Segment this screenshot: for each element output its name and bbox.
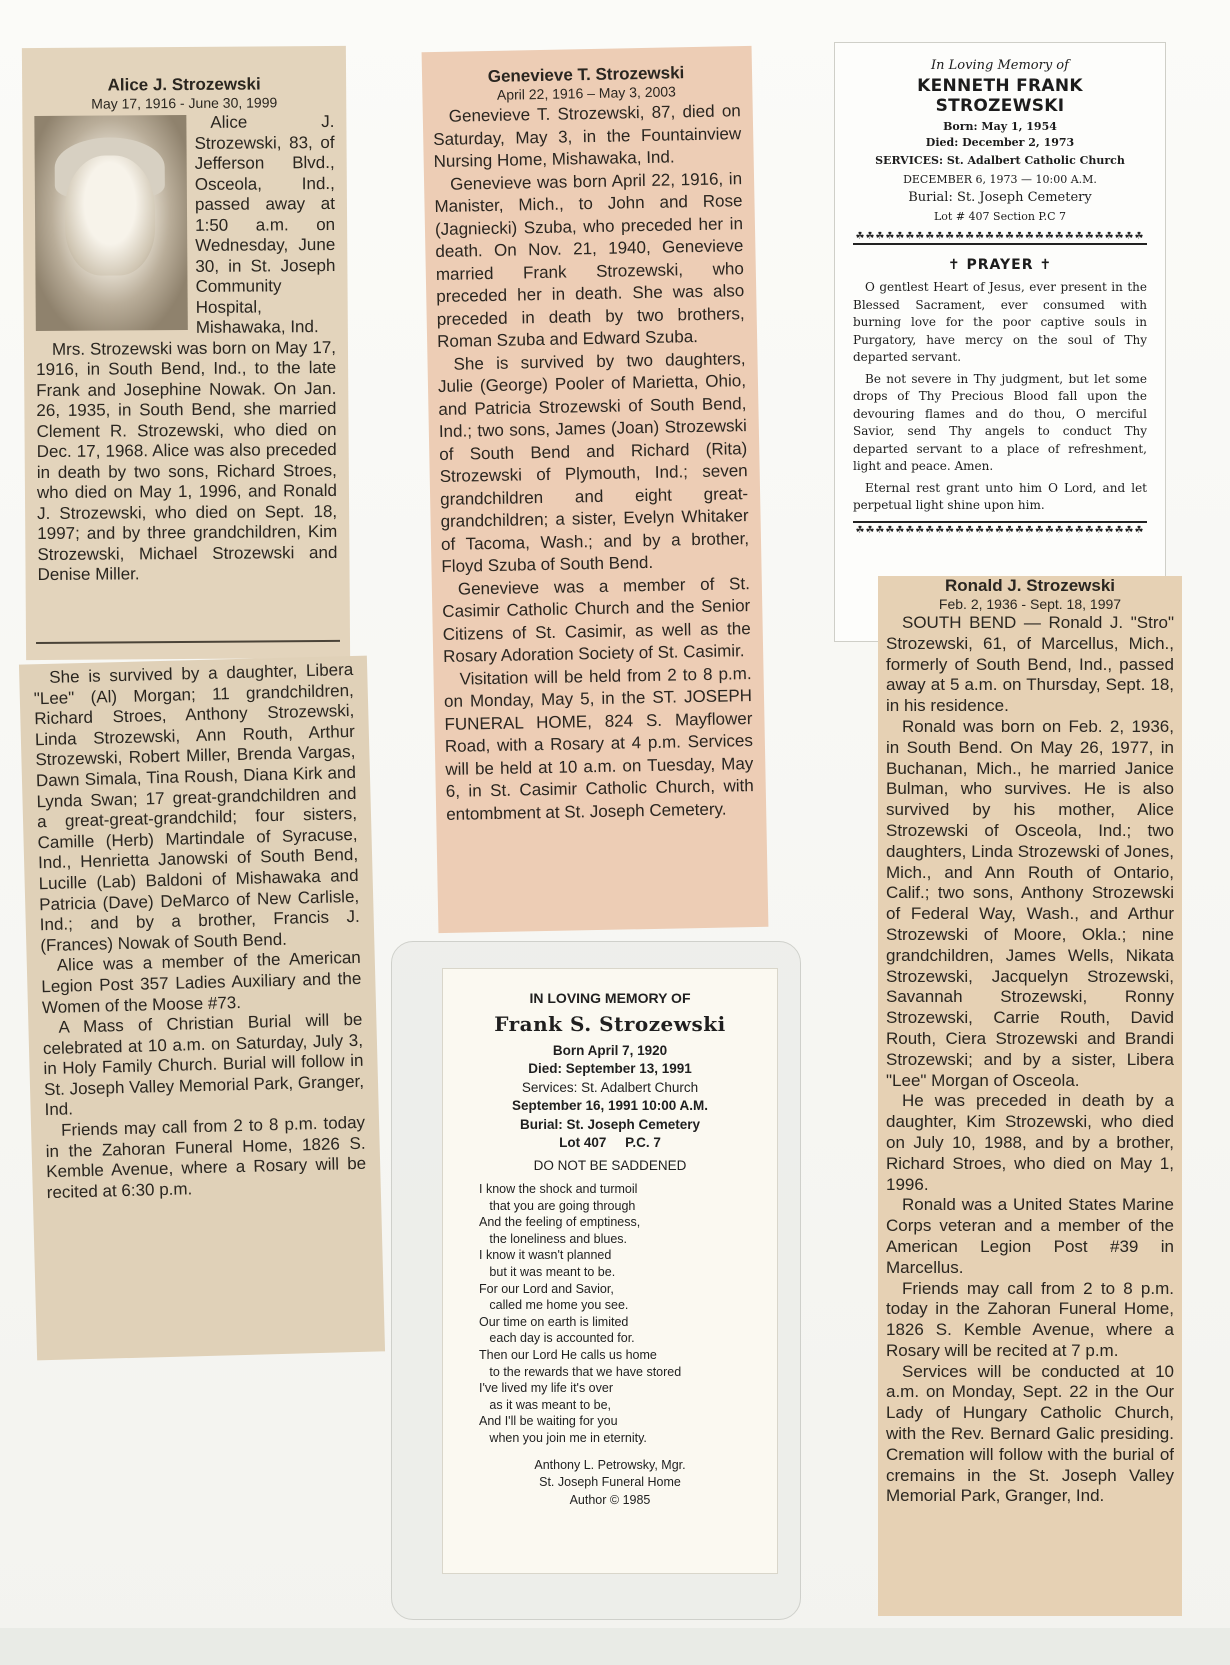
kenneth-memorial-card xyxy=(834,42,1166,642)
kenneth-burial: Burial: St. Joseph Cemetery xyxy=(908,190,1092,205)
genevieve-para-1: Genevieve T. Strozewski, 87, died on Saturday, May 3, in the Fountainview Nursing Home, Mishawaka, Ind. xyxy=(433,101,742,172)
kenneth-rule-bottom xyxy=(853,521,1147,523)
frank-service-time: September 16, 1991 10:00 A.M. xyxy=(511,1098,709,1113)
frank-born: Born April 7, 1920 xyxy=(552,1042,668,1058)
alice-para-3: She is survived by a daughter, Libera "Lee" (Al) Morgan; 11 grandchildren, Richard Stroes, Anthony Strozewski, Linda Strozewski, Ann Routh, Arthur Strozewski, Robert Miller, Brenda Vargas, Dawn Simala, Tina Roush, Diana Kirk and Lynda Swan; 17 great-grandchildren and a great-great-grandchild; four sisters, Camille (Herb) Martindale of Syracuse, Ind., Henrietta Janowski of South Bend, Lucille (Lab) Baldoni of Mishawaka and Patricia (Dave) DeMarco of New Carlisle, Ind.; and by a brother, Francis J. (Frances) Nowak of South Bend. xyxy=(33,659,360,955)
page-bottom-edge xyxy=(0,1628,1230,1665)
alice-para-1: Alice J. Strozewski, 83, of Jefferson Blvd., Osceola, Ind., passed away at 1:50 a.m. on Wednesday, June 30, in St. Joseph Community Hospital, Mishawaka, Ind. xyxy=(194,111,336,337)
kenneth-service-time: DECEMBER 6, 1973 — 10:00 A.M. xyxy=(903,173,1097,186)
genevieve-dates: April 22, 1916 – May 3, 2003 xyxy=(496,83,677,103)
frank-author-line-3: Author © 1985 xyxy=(569,1492,651,1507)
kenneth-prayer-3: Eternal rest grant unto him O Lord, and let perpetual light shine upon him. xyxy=(853,480,1147,512)
frank-poem: I know the shock and turmoil that you are going through And the feeling of emptiness, the loneliness and blues. I know it wasn't planned but it was meant to be. For our Lord and Savior, called me home you see. Our time on earth is limited each day is accounted for. Then our Lord He calls us home to the rewards that we have stored I've lived my life it's over as it was meant to be, And I'll be waiting for you when you join me in eternity. xyxy=(479,1182,682,1445)
frank-author-line-1: Anthony L. Petrowsky, Mgr. xyxy=(534,1457,686,1472)
alice-portrait-photo xyxy=(34,115,187,331)
ronald-para-1: SOUTH BEND — Ronald J. "Stro" Strozewski, 61, of Marcellus, Mich., formerly of South Bend, Ind., passed away at 5 a.m. on Thursday, Sept. 18, in his residence. xyxy=(886,613,1174,716)
ronald-dates: Feb. 2, 1936 - Sept. 18, 1997 xyxy=(938,596,1122,612)
kenneth-lot: Lot # 407 Section P.C 7 xyxy=(934,210,1066,223)
kenneth-rule xyxy=(853,243,1147,245)
ronald-obituary-clipping xyxy=(878,576,1182,1616)
kenneth-born: Born: May 1, 1954 xyxy=(943,120,1057,133)
frank-intro: IN LOVING MEMORY OF xyxy=(529,990,691,1006)
genevieve-para-4: Genevieve was a member of St. Casimir Catholic Church and the Senior Citizens of St. Casimir, as well as the Rosary Adoration Society of St. Casimir. xyxy=(442,573,751,666)
kenneth-name: KENNETH FRANK STROZEWSKI xyxy=(917,76,1083,116)
kenneth-prayer-1: O gentlest Heart of Jesus, ever present in the Blessed Sacrament, ever consumed with burning love for the poor captive souls in Purgatory, have mercy on the soul of Thy departed servant. xyxy=(853,280,1147,364)
alice-dates: May 17, 1916 - June 30, 1999 xyxy=(91,94,278,112)
genevieve-name: Genevieve T. Strozewski xyxy=(487,63,685,86)
alice-para-5: A Mass of Christian Burial will be celebrated at 10 a.m. on Saturday, July 3, in Holy Family Church. Burial will follow in St. Joseph Valley Memorial Park, Granger, Ind. xyxy=(42,1009,365,1120)
alice-divider xyxy=(36,640,340,644)
ronald-para-2: Ronald was born on Feb. 2, 1936, in South Bend. On May 26, 1977, in Buchanan, Mich., he married Janice Bulman, who survives. He is also survived by his mother, Alice Strozewski of Osceola, Ind.; two daughters, Linda Strozewski of Jones, Mich., and Ann Routh of Ontario, Calif.; two sons, Anthony Strozewski of Federal Way, Wash., and Arthur Strozewski of Moore, Okla.; nine grandchildren, James Wells, Nikata Strozewski, Jacquelyn Strozewski, Savannah Strozewski, Ronny Strozewski, Carrie Routh, David Routh, Ciera Strozewski and Brandi Strozewski; and by a sister, Libera "Lee" Morgan of Osceola. xyxy=(886,716,1174,1090)
alice-para-6: Friends may call from 2 to 8 p.m. today in the Zahoran Funeral Home, 1826 S. Kemble Avenue, where a Rosary will be recited at 6:30 p.m. xyxy=(45,1112,367,1202)
genevieve-obituary-clipping xyxy=(422,46,769,933)
kenneth-prayer-2: Be not severe in Thy judgment, but let some drops of Thy Precious Blood fall upon the devouring flames and do thou, O merciful Savior, send Thy angels to conduct Thy departed servant to a place of refreshment, light and peace. Amen. xyxy=(853,371,1147,473)
frank-poem-title: DO NOT BE SADDENED xyxy=(533,1157,687,1173)
alice-para-4: Alice was a member of the American Legion Post 357 Ladies Auxiliary and the Women of the Moose #73. xyxy=(41,948,362,1017)
genevieve-para-3: She is survived by two daughters, Julie (George) Pooler of Marietta, Ohio, and Patricia Strozewski of South Bend, Ind.; two sons, James (Joan) Strozewski of South Bend and Richard (Rita) Strozewski of Plymouth, Ind.; seven grandchildren and eight great-grandchildren; a sister, Evelyn Whitaker of Tacoma, Wash.; and by a brother, Floyd Szuba of South Bend. xyxy=(437,348,750,576)
frank-author-line-2: St. Joseph Funeral Home xyxy=(539,1475,681,1489)
alice-name: Alice J. Strozewski xyxy=(107,74,261,95)
frank-signature xyxy=(457,1457,763,1510)
ornament-border-icon: ☘☘☘☘☘☘☘☘☘☘☘☘☘☘☘☘☘☘☘☘☘☘☘☘☘☘☘☘☘ xyxy=(855,231,1145,242)
genevieve-para-5: Visitation will be held from 2 to 8 p.m. on Monday, May 5, in the ST. JOSEPH FUNERAL HOME, 824 S. Mayflower Road, with a Rosary at 4 p.m. Services will be held at 10 a.m. on Tuesday, May 6, in St. Casimir Catholic Church, with entombment at St. Joseph Cemetery. xyxy=(443,663,754,824)
frank-died: Died: September 13, 1991 xyxy=(528,1061,692,1076)
alice-obituary-clipping-bottom xyxy=(19,656,385,1361)
kenneth-intro: In Loving Memory of xyxy=(931,58,1069,73)
frank-burial: Burial: St. Joseph Cemetery xyxy=(519,1116,701,1132)
ronald-para-4: Ronald was a United States Marine Corps veteran and a member of the American Legion Post #39 in Marcellus. xyxy=(886,1195,1174,1277)
alice-para-2: Mrs. Strozewski was born on May 17, 1916, in South Bend, Ind., to the late Frank and Josephine Nowak. On Jan. 26, 1935, in South Bend, she married Clement R. Strozewski, who died on Dec. 17, 1968. Alice was also preceded in death by two sons, Richard Stroes, who died on May 1, 1996, and Ronald J. Strozewski, who died on Sept. 18, 1997; and by three grandchildren, Kim Strozewski, Michael Strozewski and Denise Miller. xyxy=(36,337,338,585)
frank-name: Frank S. Strozewski xyxy=(494,1011,726,1036)
ronald-para-5: Friends may call from 2 to 8 p.m. today in the Zahoran Funeral Home, 1826 S. Kemble Avenue, where a Rosary will be recited at 7 p.m. xyxy=(886,1278,1174,1360)
genevieve-para-2: Genevieve was born April 22, 1916, in Manister, Mich., to John and Rose (Jagniecki) Szuba, who preceded her in death. On Nov. 21, 1940, Genevieve married Frank Strozewski, who preceded her in death. She was also preceded in death by two brothers, Roman Szuba and Edward Szuba. xyxy=(434,168,745,352)
frank-memorial-card xyxy=(442,968,778,1574)
alice-obituary-clipping-top xyxy=(22,46,350,660)
frank-lot: Lot 407 P.C. 7 xyxy=(559,1135,661,1150)
ronald-para-6: Services will be conducted at 10 a.m. on Monday, Sept. 22 in the Our Lady of Hungary Catholic Church, with the Rev. Bernard Galic presiding. Cremation will follow with the burial of cremains in the St. Joseph Valley Memorial Park, Granger, Ind. xyxy=(886,1361,1174,1506)
kenneth-services: SERVICES: St. Adalbert Catholic Church xyxy=(875,154,1125,167)
ronald-para-3: He was preceded in death by a daughter, Kim Strozewski, who died on July 10, 1988, and by a brother, Richard Stroes, who died on May 1, 1996. xyxy=(886,1091,1174,1194)
frank-services: Services: St. Adalbert Church xyxy=(521,1079,699,1095)
kenneth-died: Died: December 2, 1973 xyxy=(925,136,1075,149)
ornament-border-bottom-icon: ☘☘☘☘☘☘☘☘☘☘☘☘☘☘☘☘☘☘☘☘☘☘☘☘☘☘☘☘☘ xyxy=(855,524,1145,536)
kenneth-prayer-title: ✝ PRAYER ✝ xyxy=(947,257,1053,273)
ronald-name: Ronald J. Strozewski xyxy=(944,576,1116,595)
